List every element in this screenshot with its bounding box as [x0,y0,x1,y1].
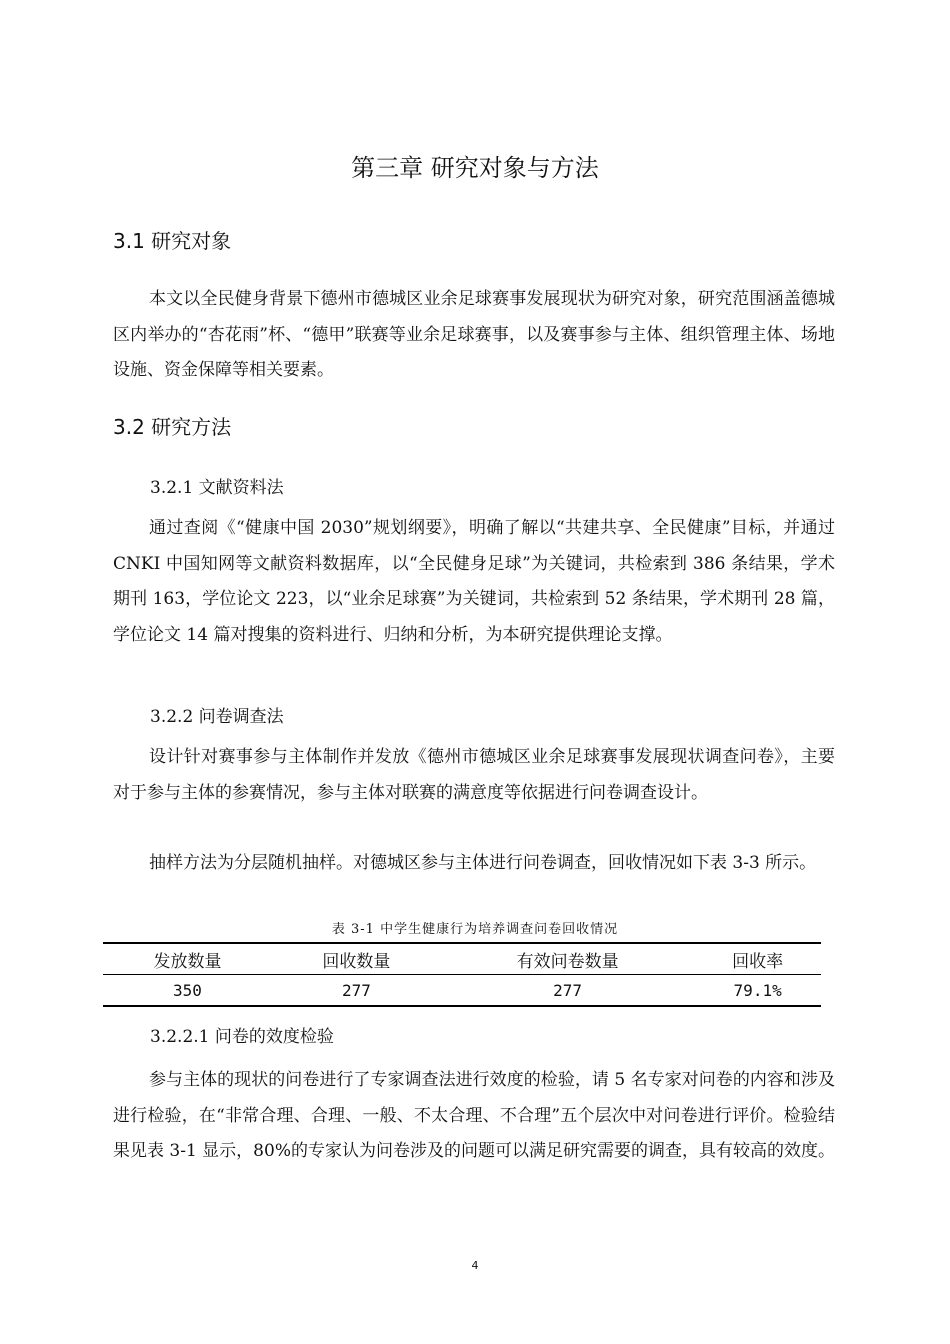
section-heading-3-2-1: 3.2.1 文献资料法 [150,478,284,498]
table-header-row [103,943,821,975]
table-caption: 表 3-1 中学生健康行为培养调查问卷回收情况 [331,922,619,937]
table-row [103,975,821,1007]
table-header-cell: 有效问卷数量 [516,951,619,972]
section-3-2-1-paragraph: 通过查阅《“健康中国 2030”规划纲要》，明确了解以“共建共享、全民健康”目标，并通过 CNKI 中国知网等文献资料数据库，以“全民健身足球”为关键词，共检索到 386 条结果，学术期刊 163，学位论文 223，以“业余足球赛”为关键词，共检索到 52 条结果，学术期刊 28 篇，学位论文 14 篇对搜集的资料进行、归纳和分析，为本研究提供理论支撑。 [113,518,835,645]
table-cell: 277 [341,980,371,1000]
chapter-title: 第三章 研究对象与方法 [351,154,599,182]
section-heading-3-2-2-1: 3.2.2.1 问卷的效度检验 [150,1027,334,1047]
table-header-cell: 回收数量 [322,951,391,972]
section-3-2-2-paragraph-1: 设计针对赛事参与主体制作并发放《德州市德城区业余足球赛事发展现状调查问卷》，主要对于参与主体的参赛情况，参与主体对联赛的满意度等依据进行问卷调查设计。 [113,747,835,803]
section-heading-3-1: 3.1 研究对象 [113,229,232,253]
table-cell: 79.1% [733,980,782,1000]
survey-recovery-table [103,942,821,1007]
section-heading-3-2: 3.2 研究方法 [113,415,232,439]
table-header-cell: 发放数量 [153,951,222,972]
table-cell: 350 [173,980,202,1000]
section-3-2-2-1-paragraph: 参与主体的现状的问卷进行了专家调查法进行效度的检验，请 5 名专家对问卷的内容和涉及进行检验，在“非常合理、合理、一般、不太合理、不合理”五个层次中对问卷进行评价。检验结果见表 3-1 显示，80%的专家认为问卷涉及的问题可以满足研究需要的调查，具有较高的效度。 [113,1070,835,1161]
table-cell: 277 [553,980,583,1000]
table-header-cell: 回收率 [732,951,784,972]
section-3-2-2-paragraph-2: 抽样方法为分层随机抽样。对德城区参与主体进行问卷调查，回收情况如下表 3-3 所示。 [149,853,817,873]
section-3-1-paragraph: 本文以全民健身背景下德州市德城区业余足球赛事发展现状为研究对象，研究范围涵盖德城区内举办的“杏花雨”杯、“德甲”联赛等业余足球赛事，以及赛事参与主体、组织管理主体、场地设施、资金保障等相关要素。 [113,289,835,380]
section-heading-3-2-2: 3.2.2 问卷调查法 [150,707,284,727]
page-number: 4 [471,1259,479,1272]
